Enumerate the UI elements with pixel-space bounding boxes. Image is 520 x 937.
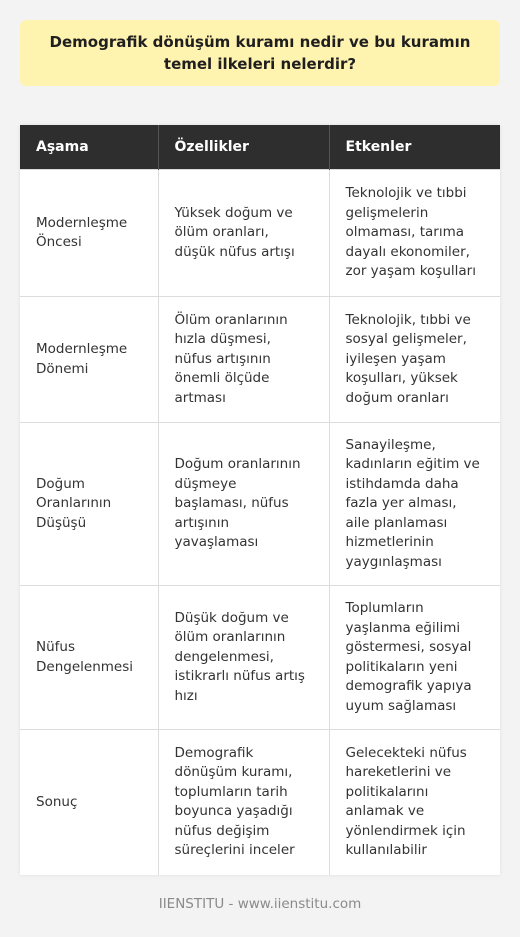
features-cell: Ölüm oranlarının hızla düşmesi, nüfus artışının önemli ölçüde artması (158, 297, 329, 423)
factors-cell: Teknolojik ve tıbbi gelişmelerin olmaması, tarıma dayalı ekonomiler, zor yaşam koşulları (329, 170, 500, 297)
features-cell: Düşük doğum ve ölüm oranlarının dengelenmesi, istikrarlı nüfus artış hızı (158, 586, 329, 730)
table-row (20, 586, 500, 730)
table-row (20, 297, 500, 423)
header-features: Özellikler (158, 125, 329, 170)
footer-credit: IIENSTITU - www.iienstitu.com (158, 896, 362, 912)
stage-cell: Modernleşme Dönemi (20, 297, 158, 423)
header-stage: Aşama (20, 125, 158, 170)
factors-cell: Gelecekteki nüfus hareketlerini ve politikalarını anlamak ve yönlendirmek için kullanılabilir (329, 730, 500, 875)
page-title: Demografik dönüşüm kuramı nedir ve bu kuramın temel ilkeleri nelerdir? (49, 33, 471, 73)
stage-cell: Doğum Oranlarının Düşüşü (20, 423, 158, 586)
stage-cell: Nüfus Dengelenmesi (20, 586, 158, 730)
header-factors: Etkenler (329, 125, 500, 170)
stages-table (20, 125, 500, 875)
title-box (20, 20, 500, 86)
features-cell: Doğum oranlarının düşmeye başlaması, nüfus artışının yavaşlaması (158, 423, 329, 586)
factors-cell: Toplumların yaşlanma eğilimi göstermesi, sosyal politikaların yeni demografik yapıya uyum sağlaması (329, 586, 500, 730)
table-row (20, 730, 500, 875)
factors-cell: Sanayileşme, kadınların eğitim ve istihdamda daha fazla yer alması, aile planlaması hizmetlerinin yaygınlaşması (329, 423, 500, 586)
table-header-row (20, 125, 500, 170)
stage-cell: Modernleşme Öncesi (20, 170, 158, 297)
table-row (20, 170, 500, 297)
features-cell: Demografik dönüşüm kuramı, toplumların tarih boyunca yaşadığı nüfus değişim süreçlerini inceler (158, 730, 329, 875)
table-row (20, 423, 500, 586)
features-cell: Yüksek doğum ve ölüm oranları, düşük nüfus artışı (158, 170, 329, 297)
factors-cell: Teknolojik, tıbbi ve sosyal gelişmeler, iyileşen yaşam koşulları, yüksek doğum oranları (329, 297, 500, 423)
stage-cell: Sonuç (20, 730, 158, 875)
